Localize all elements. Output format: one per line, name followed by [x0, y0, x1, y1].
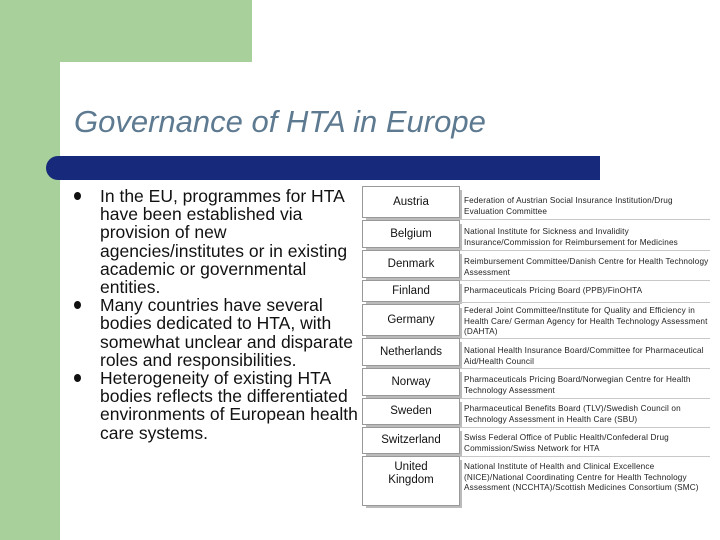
country-box: [363, 369, 459, 395]
agency-description: Pharmaceuticals Pricing Board (PPB)/FinOHTA: [464, 286, 643, 295]
bullet-dot-icon: [74, 301, 81, 309]
row-divider: [460, 280, 710, 281]
country-name: Netherlands: [379, 345, 442, 358]
agency-description: Reimbursement Committee/Danish Centre for Health Technology Assessment: [464, 257, 709, 277]
country-box: [363, 281, 459, 301]
country-name: Denmark: [387, 257, 435, 270]
agency-description: National Institute of Health and Clinical Excellence (NICE)/National Coordinating Centre for Health Technology Assessment (NCCHTA)/Scottish Medicines Consortium (SMC): [464, 462, 699, 493]
bullet-dot-icon: [74, 192, 81, 200]
bullet-item: [72, 296, 362, 369]
bullet-item: [72, 369, 362, 442]
row-divider: [460, 427, 710, 428]
bullet-text: Many countries have several bodies dedicated to HTA, with somewhat unclear and disparate roles and responsibilities.: [100, 295, 353, 370]
row-divider: [460, 368, 710, 369]
country-box: [363, 339, 459, 365]
bullet-dot-icon: [74, 374, 81, 382]
country-name: Austria: [393, 195, 429, 208]
country-box: [363, 305, 459, 335]
country-box: [363, 457, 459, 505]
row-divider: [460, 302, 710, 303]
agency-description: National Institute for Sickness and Invalidity Insurance/Commission for Reimbursement for Medicines: [464, 227, 678, 247]
row-divider: [460, 250, 710, 251]
bullet-item: [72, 187, 362, 296]
country-name: Norway: [391, 375, 431, 388]
bullet-text: In the EU, programmes for HTA have been established via provision of new agencies/institutes or in existing academic or governmental entities.: [100, 186, 348, 298]
country-name: Belgium: [390, 227, 432, 240]
bullet-list: [72, 187, 362, 442]
row-divider: [460, 338, 710, 339]
row-divider: [460, 398, 710, 399]
agency-description: Pharmaceuticals Pricing Board/Norwegian Centre for Health Technology Assessment: [464, 375, 691, 395]
country-box: [363, 428, 459, 453]
bullet-text: Heterogeneity of existing HTA bodies reflects the differentiated environments of European health care systems.: [100, 368, 358, 443]
row-divider: [460, 219, 710, 220]
agency-description: Federal Joint Committee/Institute for Quality and Efficiency in Health Care/ German Agency for Health Technology Assessment (DAHTA): [464, 306, 708, 337]
country-name: Germany: [387, 313, 435, 326]
slide-title: Governance of HTA in Europe: [74, 104, 486, 139]
country-name: Switzerland: [381, 434, 441, 446]
country-name: Sweden: [390, 405, 432, 417]
row-divider: [460, 456, 710, 457]
country-name: Finland: [392, 284, 430, 297]
title-rule: [46, 156, 600, 180]
country-box: [363, 221, 459, 247]
country-name: United Kingdom: [388, 461, 434, 486]
slide-left-accent: [0, 0, 60, 540]
agency-description: Federation of Austrian Social Insurance Institution/Drug Evaluation Committee: [464, 196, 673, 216]
country-box: [363, 399, 459, 424]
agency-description: Pharmaceutical Benefits Board (TLV)/Swedish Council on Technology Assessment in Health Care (SBU): [464, 404, 681, 424]
country-box: [363, 251, 459, 277]
slide-top-accent: [0, 0, 252, 62]
agency-description: Swiss Federal Office of Public Health/Confederal Drug Commission/Swiss Network for HTA: [464, 433, 669, 453]
country-box: [363, 187, 459, 217]
agency-description: National Health Insurance Board/Committee for Pharmaceutical Aid/Health Council: [464, 346, 704, 366]
